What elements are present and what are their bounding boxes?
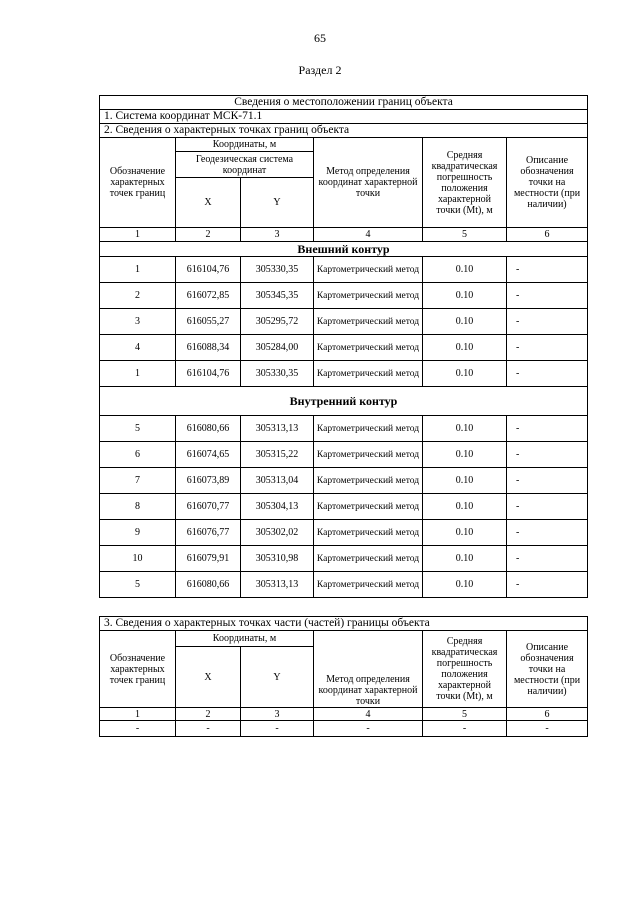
section-2-heading: 2. Сведения о характерных точках границ объекта bbox=[100, 124, 588, 138]
table-row bbox=[100, 257, 588, 283]
coord-y: 305284,00 bbox=[241, 335, 314, 361]
table-title: Сведения о местоположении границ объекта bbox=[100, 96, 588, 110]
coord-x: 616104,76 bbox=[176, 361, 241, 387]
coord-x: 616076,77 bbox=[176, 520, 241, 546]
column-number: 6 bbox=[507, 228, 588, 242]
empty-cell: - bbox=[423, 721, 507, 737]
inner-contour-title: Внутренний контур bbox=[100, 387, 588, 416]
header-designation: Обозначение характерных точек границ bbox=[100, 631, 176, 708]
table-row bbox=[100, 416, 588, 442]
header-x: X bbox=[176, 178, 241, 228]
empty-cell: - bbox=[176, 721, 241, 737]
coord-y: 305310,98 bbox=[241, 546, 314, 572]
header-description: Описание обозначения точки на местности (при наличии) bbox=[507, 631, 588, 708]
error-cell: 0.10 bbox=[423, 309, 507, 335]
column-number: 2 bbox=[176, 708, 241, 721]
page-number: 65 bbox=[314, 31, 326, 45]
point-number: 2 bbox=[100, 283, 176, 309]
error-cell: 0.10 bbox=[423, 283, 507, 309]
description-cell: - bbox=[507, 572, 588, 598]
point-number: 6 bbox=[100, 442, 176, 468]
coord-y: 305330,35 bbox=[241, 361, 314, 387]
coord-x: 616074,65 bbox=[176, 442, 241, 468]
description-cell: - bbox=[507, 546, 588, 572]
column-number: 2 bbox=[176, 228, 241, 242]
table-row bbox=[100, 520, 588, 546]
point-number: 8 bbox=[100, 494, 176, 520]
table-row bbox=[100, 335, 588, 361]
coord-y: 305313,13 bbox=[241, 572, 314, 598]
header-method: Метод определения координат характерной точки bbox=[314, 138, 423, 228]
coord-x: 616104,76 bbox=[176, 257, 241, 283]
table-row bbox=[100, 309, 588, 335]
header-error: Средняя квадратическая погрешность положения характерной точки (Mt), м bbox=[423, 138, 507, 228]
header-coordinates: Координаты, м bbox=[176, 631, 314, 647]
column-number: 5 bbox=[423, 228, 507, 242]
coord-x: 616073,89 bbox=[176, 468, 241, 494]
description-cell: - bbox=[507, 442, 588, 468]
header-error: Средняя квадратическая погрешность положения характерной точки (Mt), м bbox=[423, 631, 507, 708]
column-number: 4 bbox=[314, 228, 423, 242]
point-number: 4 bbox=[100, 335, 176, 361]
table-row bbox=[100, 721, 588, 737]
description-cell: - bbox=[507, 361, 588, 387]
point-number: 3 bbox=[100, 309, 176, 335]
header-designation: Обозначение характерных точек границ bbox=[100, 138, 176, 228]
description-cell: - bbox=[507, 257, 588, 283]
empty-cell: - bbox=[100, 721, 176, 737]
header-description: Описание обозначения точки на местности (при наличии) bbox=[507, 138, 588, 228]
column-number: 3 bbox=[241, 708, 314, 721]
description-cell: - bbox=[507, 494, 588, 520]
description-cell: - bbox=[507, 335, 588, 361]
point-number: 1 bbox=[100, 361, 176, 387]
description-cell: - bbox=[507, 520, 588, 546]
method-cell: Картометрический метод bbox=[314, 309, 423, 335]
column-number: 1 bbox=[100, 708, 176, 721]
error-cell: 0.10 bbox=[423, 468, 507, 494]
header-method: Метод определения координат характерной точки bbox=[314, 631, 423, 708]
method-cell: Картометрический метод bbox=[314, 468, 423, 494]
coord-x: 616070,77 bbox=[176, 494, 241, 520]
error-cell: 0.10 bbox=[423, 546, 507, 572]
table-row bbox=[100, 283, 588, 309]
coord-y: 305315,22 bbox=[241, 442, 314, 468]
table-row bbox=[100, 361, 588, 387]
coord-y: 305313,04 bbox=[241, 468, 314, 494]
coord-y: 305304,13 bbox=[241, 494, 314, 520]
column-number: 5 bbox=[423, 708, 507, 721]
method-cell: Картометрический метод bbox=[314, 572, 423, 598]
method-cell: Картометрический метод bbox=[314, 416, 423, 442]
table-row bbox=[100, 468, 588, 494]
column-number: 1 bbox=[100, 228, 176, 242]
table-row bbox=[100, 494, 588, 520]
point-number: 7 bbox=[100, 468, 176, 494]
coord-x: 616080,66 bbox=[176, 572, 241, 598]
error-cell: 0.10 bbox=[423, 442, 507, 468]
method-cell: Картометрический метод bbox=[314, 520, 423, 546]
error-cell: 0.10 bbox=[423, 572, 507, 598]
error-cell: 0.10 bbox=[423, 416, 507, 442]
column-numbers-row bbox=[100, 708, 588, 721]
point-number: 5 bbox=[100, 416, 176, 442]
outer-contour-title: Внешний контур bbox=[100, 242, 588, 257]
column-numbers-row bbox=[100, 228, 588, 242]
header-coordinates: Координаты, м bbox=[176, 138, 314, 152]
error-cell: 0.10 bbox=[423, 520, 507, 546]
coord-y: 305295,72 bbox=[241, 309, 314, 335]
column-number: 6 bbox=[507, 708, 588, 721]
column-number: 3 bbox=[241, 228, 314, 242]
point-number: 1 bbox=[100, 257, 176, 283]
point-number: 10 bbox=[100, 546, 176, 572]
coord-x: 616055,27 bbox=[176, 309, 241, 335]
table-row bbox=[100, 572, 588, 598]
empty-cell: - bbox=[314, 721, 423, 737]
error-cell: 0.10 bbox=[423, 361, 507, 387]
header-y: Y bbox=[241, 178, 314, 228]
description-cell: - bbox=[507, 468, 588, 494]
boundary-part-table bbox=[99, 616, 588, 737]
header-y: Y bbox=[241, 647, 314, 708]
coord-y: 305302,02 bbox=[241, 520, 314, 546]
section-title: Раздел 2 bbox=[298, 63, 342, 77]
coord-x: 616079,91 bbox=[176, 546, 241, 572]
header-geodetic-system: Геодезическая система координат bbox=[176, 152, 314, 178]
coord-x: 616080,66 bbox=[176, 416, 241, 442]
method-cell: Картометрический метод bbox=[314, 257, 423, 283]
method-cell: Картометрический метод bbox=[314, 546, 423, 572]
description-cell: - bbox=[507, 309, 588, 335]
method-cell: Картометрический метод bbox=[314, 361, 423, 387]
description-cell: - bbox=[507, 416, 588, 442]
error-cell: 0.10 bbox=[423, 494, 507, 520]
method-cell: Картометрический метод bbox=[314, 494, 423, 520]
column-number: 4 bbox=[314, 708, 423, 721]
point-number: 9 bbox=[100, 520, 176, 546]
method-cell: Картометрический метод bbox=[314, 335, 423, 361]
table-row bbox=[100, 546, 588, 572]
coord-y: 305345,35 bbox=[241, 283, 314, 309]
table-row bbox=[100, 442, 588, 468]
coord-y: 305330,35 bbox=[241, 257, 314, 283]
header-x: X bbox=[176, 647, 241, 708]
empty-cell: - bbox=[241, 721, 314, 737]
method-cell: Картометрический метод bbox=[314, 283, 423, 309]
coordinate-system-row: 1. Система координат МСК-71.1 bbox=[100, 110, 588, 124]
method-cell: Картометрический метод bbox=[314, 442, 423, 468]
point-number: 5 bbox=[100, 572, 176, 598]
boundary-location-table bbox=[99, 95, 588, 598]
section-3-heading: 3. Сведения о характерных точках части (частей) границы объекта bbox=[100, 617, 588, 631]
error-cell: 0.10 bbox=[423, 335, 507, 361]
empty-cell: - bbox=[507, 721, 588, 737]
coord-y: 305313,13 bbox=[241, 416, 314, 442]
coord-x: 616072,85 bbox=[176, 283, 241, 309]
coord-x: 616088,34 bbox=[176, 335, 241, 361]
error-cell: 0.10 bbox=[423, 257, 507, 283]
description-cell: - bbox=[507, 283, 588, 309]
